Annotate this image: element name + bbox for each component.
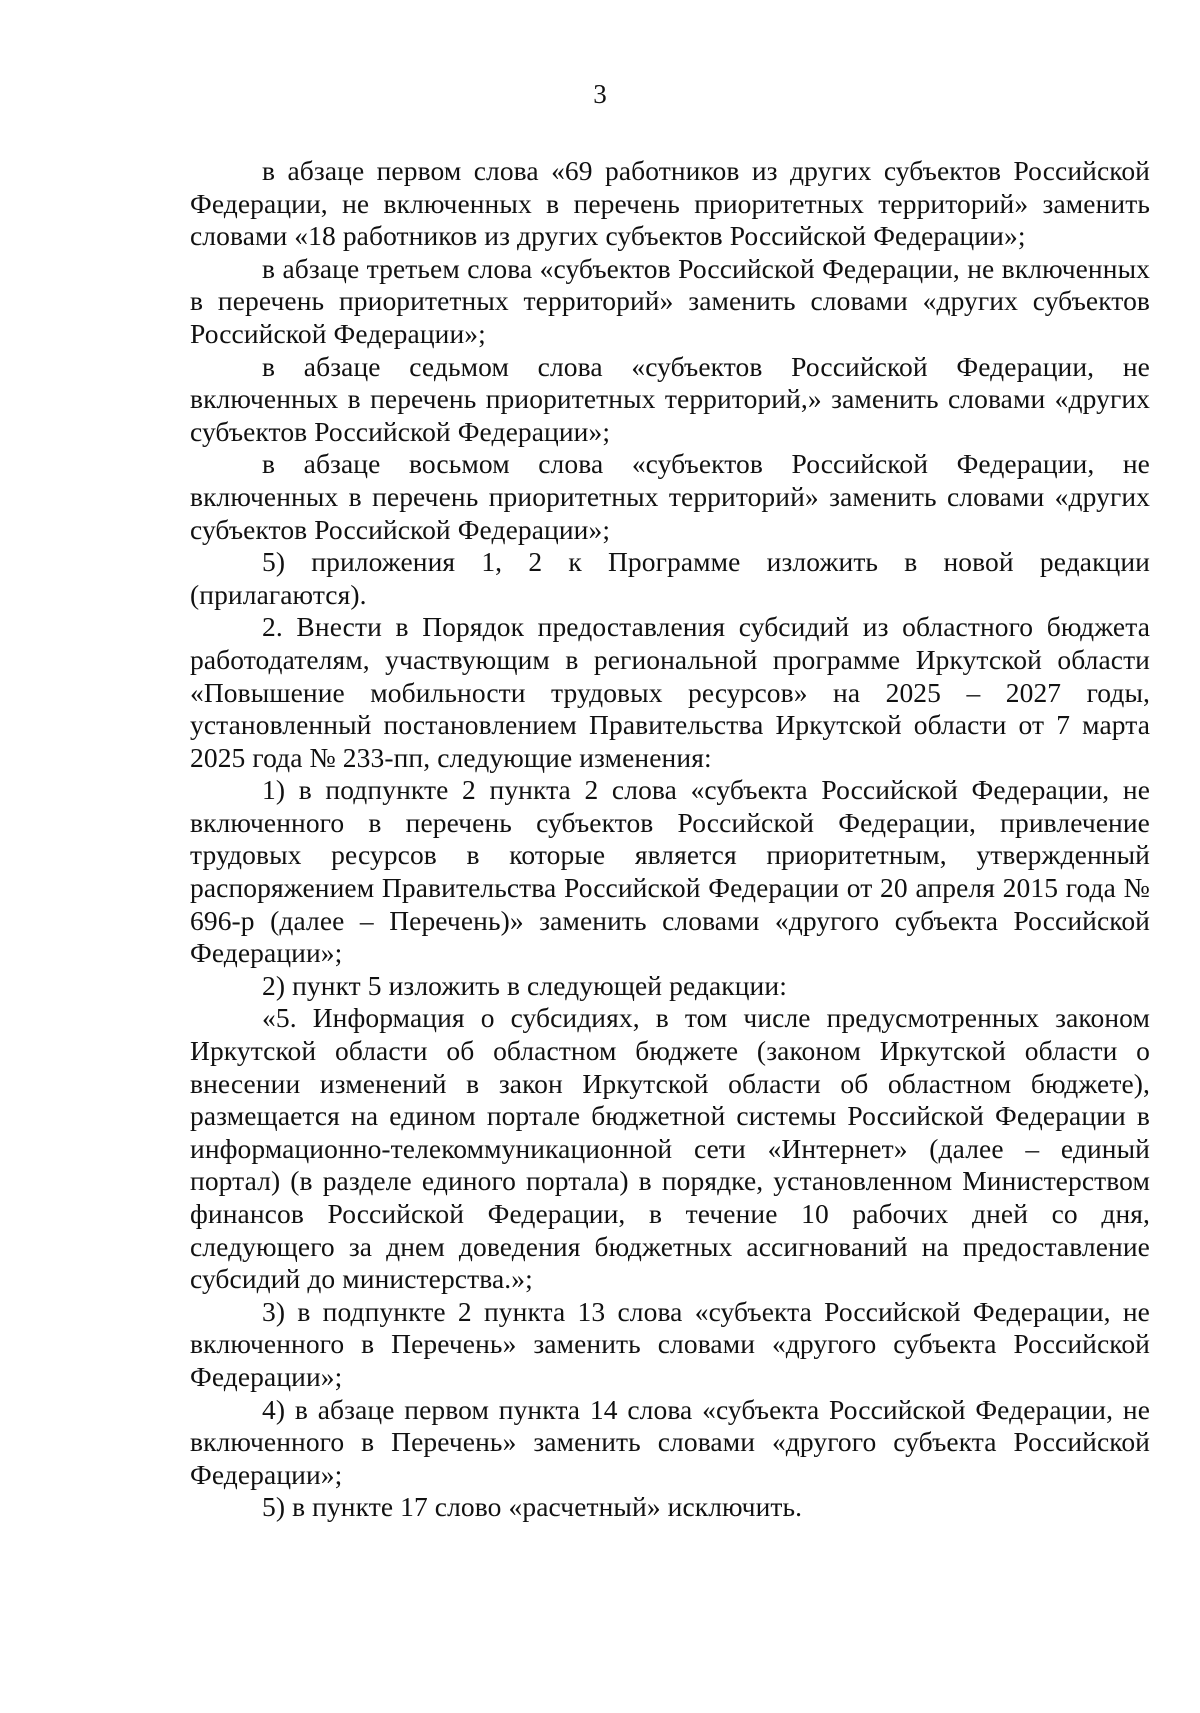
paragraph-8: 2) пункт 5 изложить в следующей редакции: <box>262 969 787 1001</box>
page-number: 3 <box>593 79 607 109</box>
paragraph-11: 4) в абзаце первом пункта 14 слова «субъекта Российской Федерации, не включенного в Перечень» заменить словами «другого субъекта Российской Федерации»; <box>190 1393 1150 1490</box>
paragraph-4: в абзаце восьмом слова «субъектов Российской Федерации, не включенных в перечень приоритетных территорий» заменить словами «других субъектов Российской Федерации»; <box>190 448 1150 545</box>
paragraph-5: 5) приложения 1, 2 к Программе изложить в новой редакции (прилагаются). <box>190 546 1150 610</box>
document-body <box>190 155 1150 1524</box>
paragraph-7: 1) в подпункте 2 пункта 2 слова «субъекта Российской Федерации, не включенного в перечень субъектов Российской Федерации, привлечение трудовых ресурсов в которые является приоритетным, утвержденный распоряжением Правительства Российской Федерации от 20 апреля 2015 года № 696-р (далее – Перечень)» заменить словами «другого субъекта Российской Федерации»; <box>190 774 1150 969</box>
paragraph-6: 2. Внести в Порядок предоставления субсидий из областного бюджета работодателям, участвующим в региональной программе Иркутской области «Повышение мобильности трудовых ресурсов» на 2025 – 2027 годы, установленный постановлением Правительства Иркутской области от 7 марта 2025 года № 233-пп, следующие изменения: <box>190 611 1150 773</box>
paragraph-3: в абзаце седьмом слова «субъектов Российской Федерации, не включенных в перечень приоритетных территорий,» заменить словами «других субъектов Российской Федерации»; <box>190 350 1150 447</box>
paragraph-12: 5) в пункте 17 слово «расчетный» исключить. <box>262 1491 803 1523</box>
paragraph-10: 3) в подпункте 2 пункта 13 слова «субъекта Российской Федерации, не включенного в Перечень» заменить словами «другого субъекта Российской Федерации»; <box>190 1295 1150 1392</box>
paragraph-1: в абзаце первом слова «69 работников из других субъектов Российской Федерации, не включенных в перечень приоритетных территорий» заменить словами «18 работников из других субъектов Российской Федерации»; <box>190 155 1150 252</box>
paragraph-9: «5. Информация о субсидиях, в том числе предусмотренных законом Иркутской области об областном бюджете (законом Иркутской области о внесении изменений в закон Иркутской области об областном бюджете), размещается на едином портале бюджетной системы Российской Федерации в информационно-телекоммуникационной сети «Интернет» (далее – единый портал) (в разделе единого портала) в порядке, установленном Министерством финансов Российской Федерации, в течение 10 рабочих дней со дня, следующего за днем доведения бюджетных ассигнований на предоставление субсидий до министерства.»; <box>190 1002 1150 1295</box>
paragraph-2: в абзаце третьем слова «субъектов Российской Федерации, не включенных в перечень приоритетных территорий» заменить словами «других субъектов Российской Федерации»; <box>190 252 1150 349</box>
